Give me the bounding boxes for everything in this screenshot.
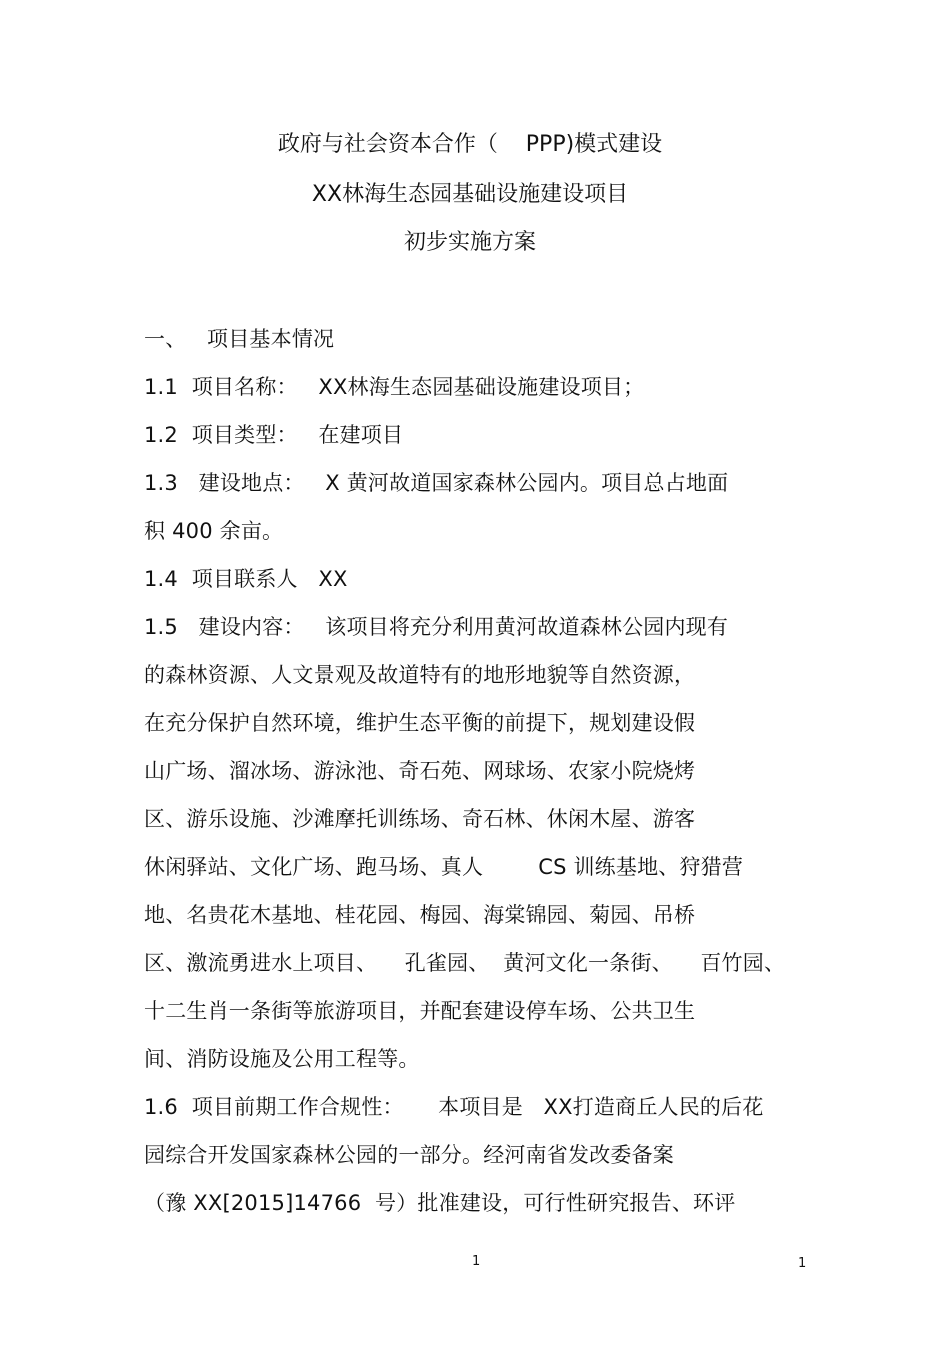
page-number-right: 1 xyxy=(798,1256,807,1271)
body-line: 1.6 项目前期工作合规性： 本项目是 XX打造商丘人民的后花 xyxy=(144,1095,764,1119)
body-line: 1.3 建设地点： X 黄河故道国家森林公园内。项目总占地面 xyxy=(144,471,729,495)
body-line: 1.5 建设内容： 该项目将充分利用黄河故道森林公园内现有 xyxy=(144,615,729,639)
body-line: 1.2 项目类型： 在建项目 xyxy=(144,423,404,447)
body-line: 1.1 项目名称： XX林海生态园基础设施建设项目； xyxy=(144,375,645,399)
doc-title-line-3: 初步实施方案 xyxy=(403,230,536,255)
body-line: 区、游乐设施、沙滩摩托训练场、奇石林、休闲木屋、游客 xyxy=(144,807,696,831)
body-line: 积 400 余亩。 xyxy=(144,519,284,543)
body-line: 的森林资源、人文景观及故道特有的地形地貌等自然资源， xyxy=(144,663,696,687)
body-line: 休闲驿站、文化广场、跑马场、真人 CS 训练基地、狩猎营 xyxy=(144,855,744,879)
body-line: 区、激流勇进水上项目、 孔雀园、 黄河文化一条街、 百竹园、 xyxy=(144,951,786,975)
doc-title-line-2: XX林海生态园基础设施建设项目 xyxy=(311,182,629,207)
body-line: 1.4 项目联系人 XX xyxy=(144,567,348,591)
body-line: （豫 XX[2015]14766 号）批准建设，可行性研究报告、环评 xyxy=(144,1191,736,1215)
section-heading: 一、 项目基本情况 xyxy=(144,327,335,351)
body-line: 地、名贵花木基地、桂花园、梅园、海棠锦园、菊园、吊桥 xyxy=(144,903,696,927)
body-line: 山广场、溜冰场、游泳池、奇石苑、网球场、农家小院烧烤 xyxy=(144,759,696,783)
doc-title-line-1: 政府与社会资本合作（ PPP)模式建设 xyxy=(277,132,663,157)
body-line: 间、消防设施及公用工程等。 xyxy=(144,1047,420,1071)
body-line: 十二生肖一条街等旅游项目，并配套建设停车场、公共卫生 xyxy=(144,999,696,1023)
body-line: 园综合开发国家森林公园的一部分。经河南省发改委备案 xyxy=(144,1143,674,1167)
body-line: 在充分保护自然环境，维护生态平衡的前提下，规划建设假 xyxy=(144,711,696,735)
page-number-center: 1 xyxy=(472,1254,481,1269)
